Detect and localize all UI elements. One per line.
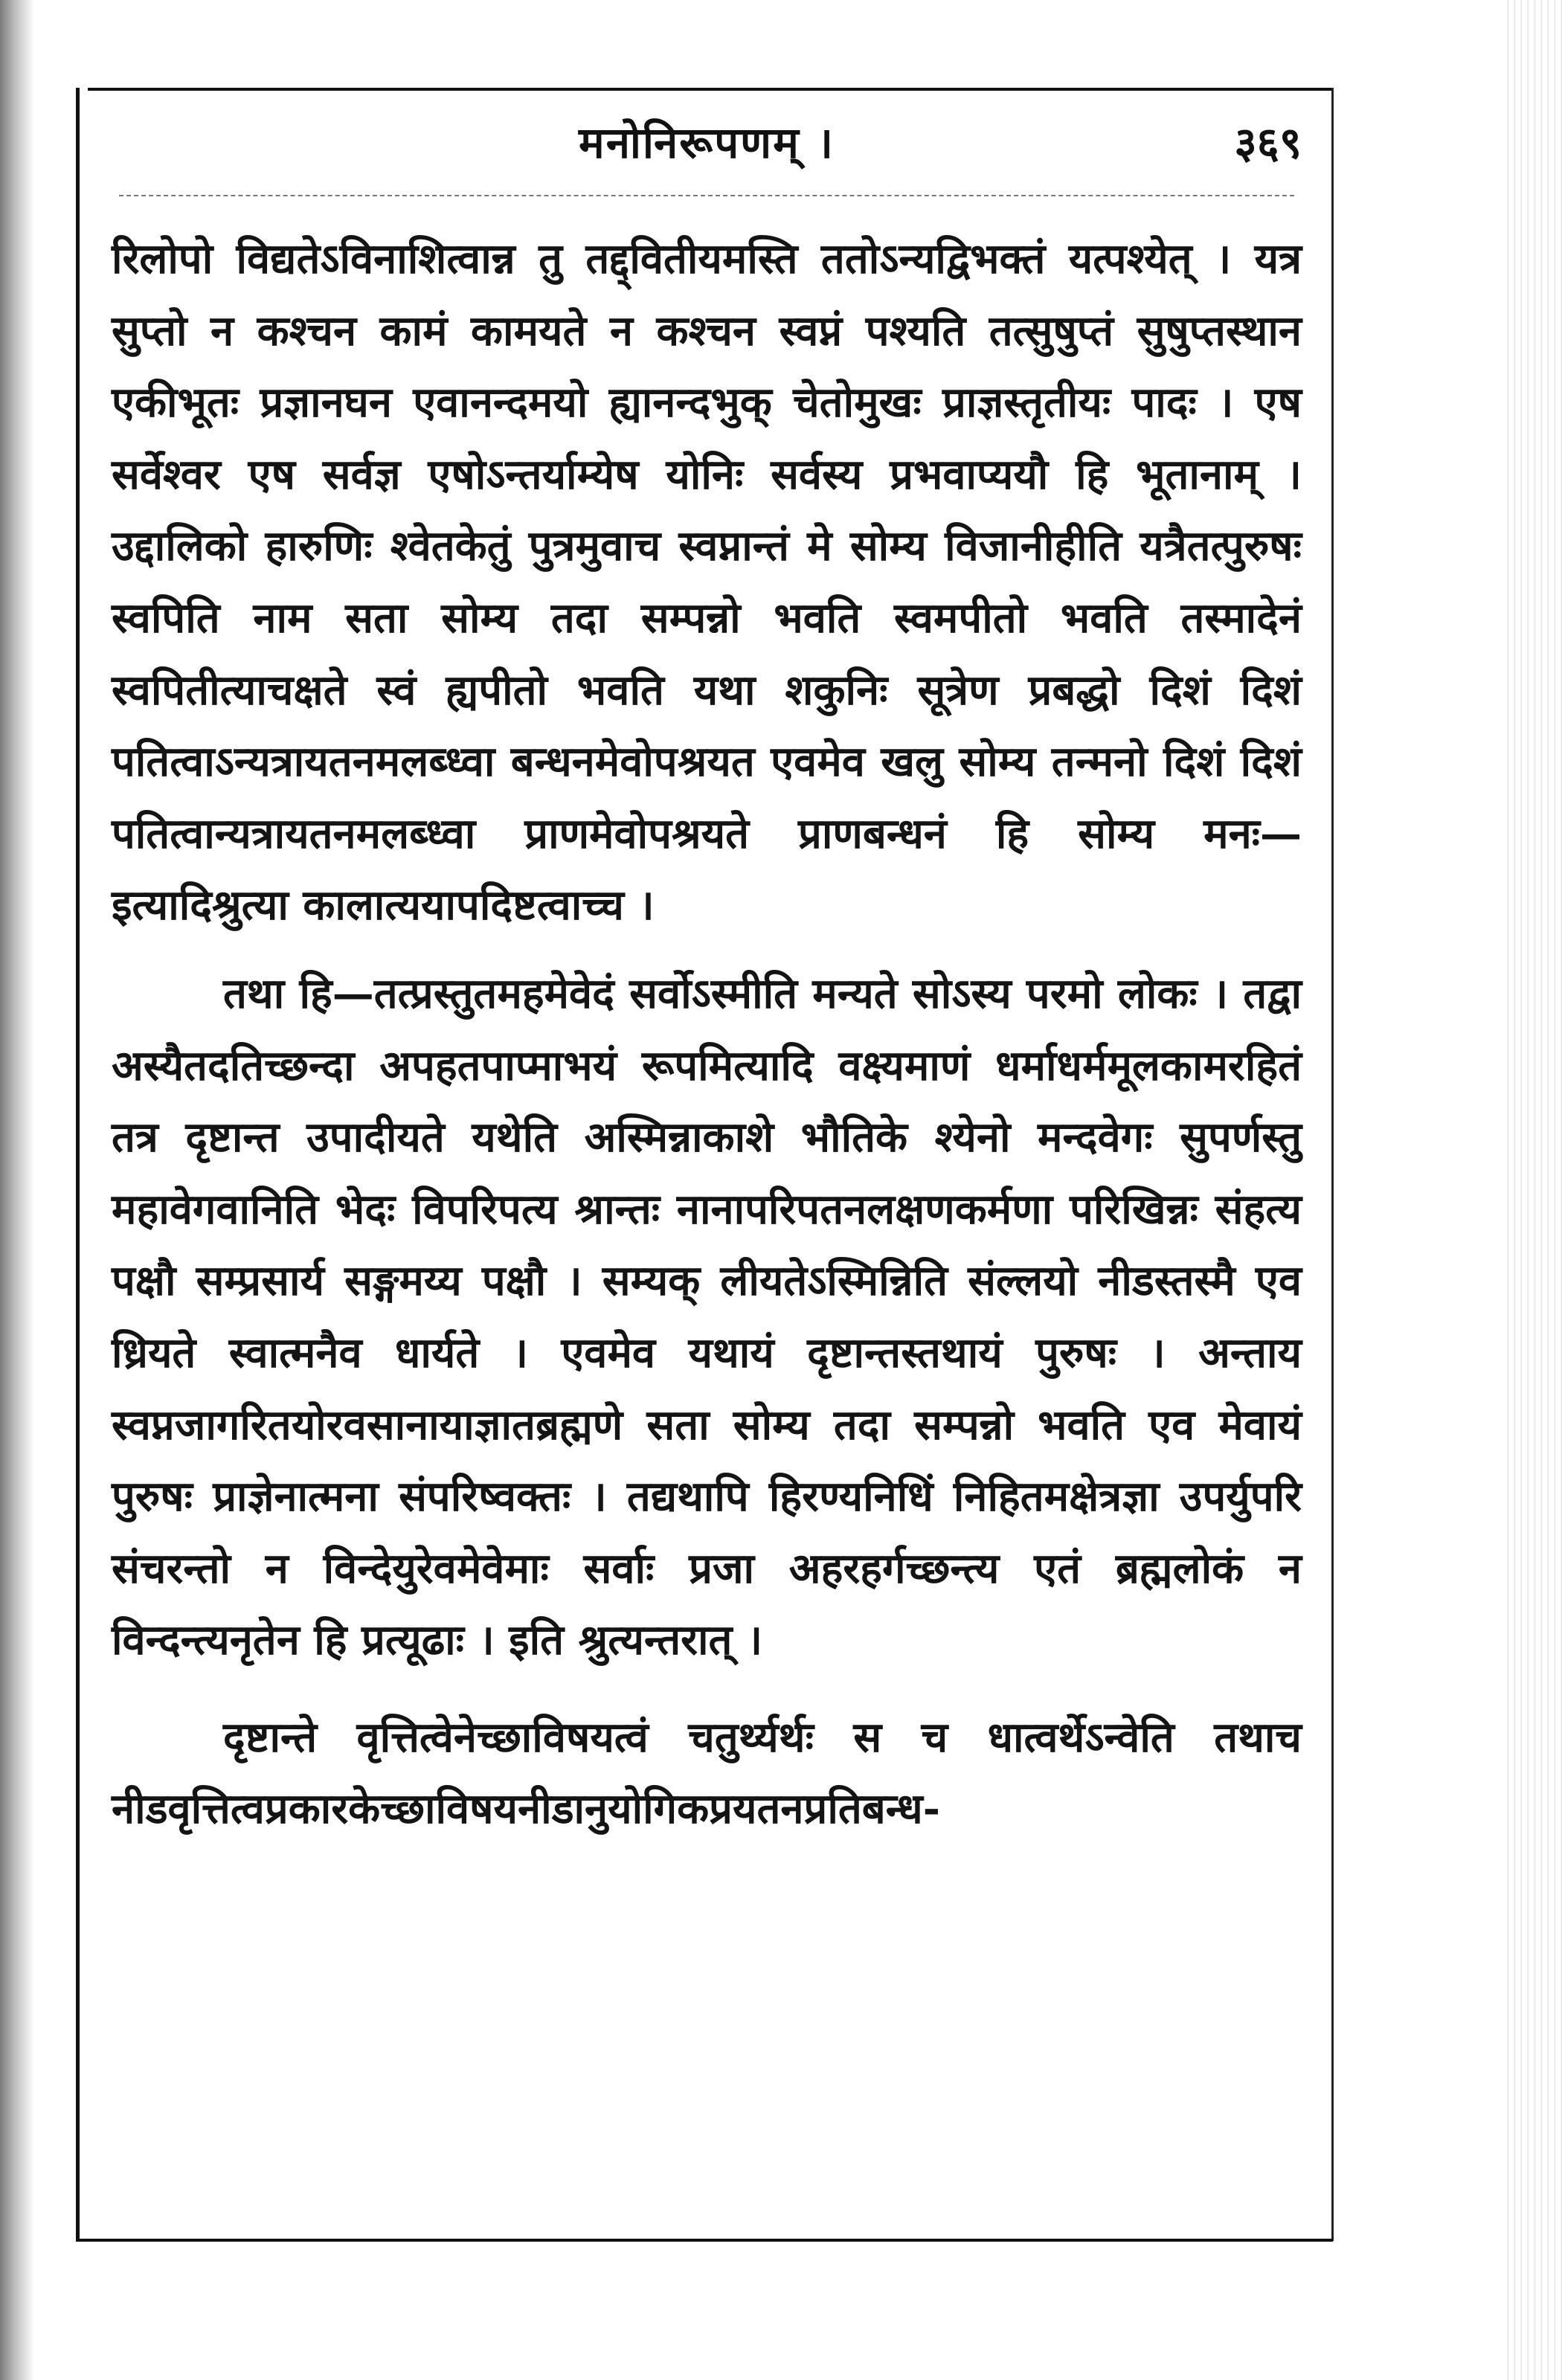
paragraph-1: रिलोपो विद्यतेऽविनाशित्वान्न तु तद्द्वितीयमस्ति ततोऽन्यद्विभक्तं यत्पश्येत् । यत्र सुप्तो न कश्चन कामं कामयते न कश्चन स्वप्नं पश्यति तत्सुषुप्तं सुषुप्तस्थान एकीभूतः प्रज्ञानघन एवानन्दमयो ह्यानन्दभुक् चेतोमुखः प्राज्ञस्तृतीयः पादः । एष सर्वेश्वर एष सर्वज्ञ एषोऽन्तर्याम्येष योनिः सर्वस्य प्रभवाप्ययौ हि भूतानाम् । उद्दालिको हारुणिः श्वेतकेतुं पुत्रमुवाच स्वप्नान्तं मे सोम्य विजानीहीति यत्रैतत्पुरुषः स्वपिति नाम सता सोम्य तदा सम्पन्नो भवति स्वमपीतो भवति तस्मादेनं स्वपितीत्याचक्षते स्वं ह्यपीतो भवति यथा शकुनिः सूत्रेण प्रबद्धो दिशं दिशं पतित्वाऽन्यत्रायतनमलब्ध्वा बन्धनमेवोपश्रयत एवमेव खलु सोम्य तन्मनो दिशं दिशं पतित्वान्यत्रायतनमलब्ध्वा प्राणमेवोपश्रयते प्राणबन्धनं हि सोम्य मनः—इत्यादिश्रुत्या कालात्ययापदिष्टत्वाच्च । [112, 234, 1302, 930]
page-frame-right [1331, 88, 1334, 2241]
body-text [112, 223, 1302, 1845]
running-head: मनोनिरूपणम् । [579, 118, 835, 168]
page-header [104, 112, 1309, 186]
paragraph-3: दृष्टान्ते वृत्तित्वेनेच्छाविषयत्वं चतुर्थ्यर्थः स च धात्वर्थेऽन्वेति तथाच नीडवृत्तित्वप्रकारकेच्छाविषयनीडानुयोगिकप्रयतनप्रतिबन्ध- [112, 1712, 1302, 1834]
paragraph-2: तथा हि—तत्प्रस्तुतमहमेवेदं सर्वोऽस्मीति मन्यते सोऽस्य परमो लोकः । तद्वा अस्यैतदतिच्छन्दा अपहतपाप्माभयं रूपमित्यादि वक्ष्यमाणं धर्माधर्ममूलकामरहितं तत्र दृष्टान्त उपादीयते यथेति अस्मिन्नाकाशे भौतिके श्येनो मन्दवेगः सुपर्णस्तु महावेगवानिति भेदः विपरिपत्य श्रान्तः नानापरिपतनलक्षणकर्मणा परिखिन्नः संहत्य पक्षौ सम्प्रसार्य सङ्गमय्य पक्षौ । सम्यक् लीयतेऽस्मिन्निति संल्लयो नीडस्तस्मै एव ध्रियते स्वात्मनैव धार्यते । एवमेव यथायं दृष्टान्तस्तथायं पुरुषः । अन्ताय स्वप्नजागरितयोरवसानायाज्ञातब्रह्मणे सता सोम्य तदा सम्पन्नो भवति एव मेवायं पुरुषः प्राज्ञेनात्मना संपरिष्वक्तः । तद्यथापि हिरण्यनिधिं निहितमक्षेत्रज्ञा उपर्युपरि संचरन्तो न विन्देयुरेवमेवेमाः सर्वाः प्रजा अहरहर्गच्छन्त्य एतं ब्रह्मलोकं न विन्दन्त्यनृतेन हि प्रत्यूढाः । इति श्रुत्यन्तरात् । [112, 968, 1302, 1665]
page-frame-top [88, 88, 1331, 91]
header-rule [119, 195, 1294, 196]
scan-page-edge [1502, 0, 1562, 2380]
page-frame-bottom [76, 2239, 1333, 2242]
page-number: ३६९ [1234, 118, 1302, 168]
scan-binding-shadow [0, 0, 34, 2380]
page-frame-left [76, 88, 80, 2241]
